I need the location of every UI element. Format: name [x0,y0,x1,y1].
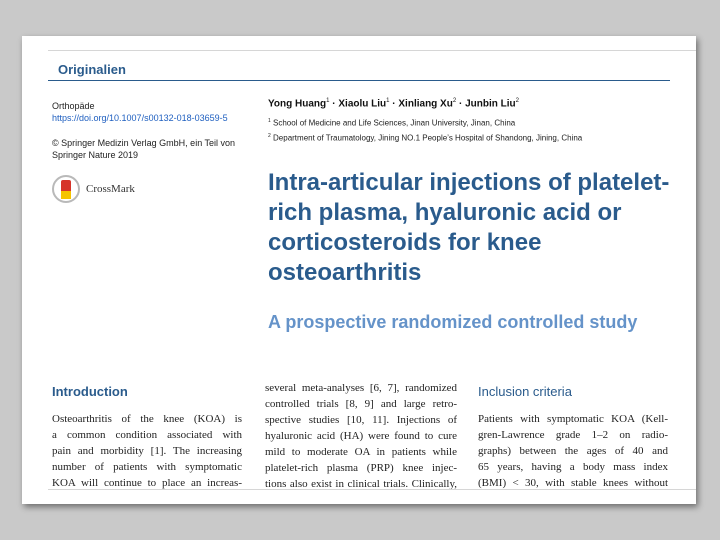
text-line: Patients with symptomatic KOA (Kell- [478,413,668,425]
affiliation: $^1$ School of Medicine and Life Sciences, Jinan University, Jinan, China [268,118,516,128]
copyright-notice: © Springer Medizin Verlag GmbH, ein Teil von Springer Nature 2019 [52,138,236,160]
inclusion-criteria-heading: Inclusion criteria [478,384,572,399]
author-name: Junbin Liu [465,98,516,110]
author-list: Yong Huang$^1$ · Xiaolu Liu$^1$ · Xinliang $Xu^2$ · Junbin Liu$^2$ [268,98,519,110]
crossmark-badge[interactable] [52,175,135,203]
author-affiliation-mark: 1 [326,98,330,104]
author-name: Yong Huang [268,98,327,110]
author-name: Xinliang Xu [398,98,453,110]
text-line: Osteoarthritis of the knee (KOA) is [52,413,242,425]
text-line: mild to moderate OA in patients while [265,446,457,458]
inclusion-criteria-text [478,411,668,491]
bottom-rule [48,489,696,490]
text-line: pain and morbidity [1]. The increasing [52,445,242,457]
journal-name: Orthopäde [52,101,95,111]
doi-link[interactable]: https://doi.org/10.1007/s00132-018-03659-5 [52,113,228,123]
crossmark-icon [52,175,80,203]
author-name: Xiaolu Liu [338,98,387,110]
crossmark-label: CrossMark [86,183,135,195]
text-line: platelet-rich plasma (PRP) knee injec- [265,462,457,474]
text-line: controlled trials [8, 9] and large retro- [265,398,457,410]
author-affiliation-mark: 2 [515,98,519,104]
text-line: a common condition associated with [52,429,242,441]
article-page [22,36,696,504]
text-line: 65 years, having a body mass index [478,461,668,473]
header-rule [48,80,670,81]
article-subtitle: A prospective randomized controlled study [268,312,638,332]
text-line: gren-Lawrence grade 1–2 on radio- [478,429,668,441]
text-line: spective studies [10, 11]. Injections of [265,414,457,426]
author-affiliation-mark: 1 [386,98,390,104]
section-label: Originalien [58,62,126,77]
article-title: Intra-articular injections of platelet-rich plasma, hyaluronic acid or corticosteroids for knee osteoarthritis [268,169,670,286]
affiliation: $^2$ Department of Traumatology, Jining NO.1 People’s Hospital of Shandong, Jining, China [268,133,583,143]
introduction-heading: Introduction [52,384,128,399]
text-line: graphs) between the ages of 40 and [478,445,668,457]
author-affiliation-mark: 2 [452,98,457,104]
text-line: number of patients with symptomatic [52,461,242,473]
text-line: several meta-analyses [6, 7], randomized [265,382,457,394]
text-line: tions also exist in clinical trials. Clinically, [265,478,457,490]
text-line: (BMI) < 30, with stable knees without [478,477,668,489]
middle-column-text [265,380,457,492]
top-rule [48,50,696,51]
introduction-text [52,411,242,491]
text-line: hyaluronic acid (HA) were found to cure [265,430,457,442]
text-line: KOA will continue to place an increas- [52,477,242,489]
